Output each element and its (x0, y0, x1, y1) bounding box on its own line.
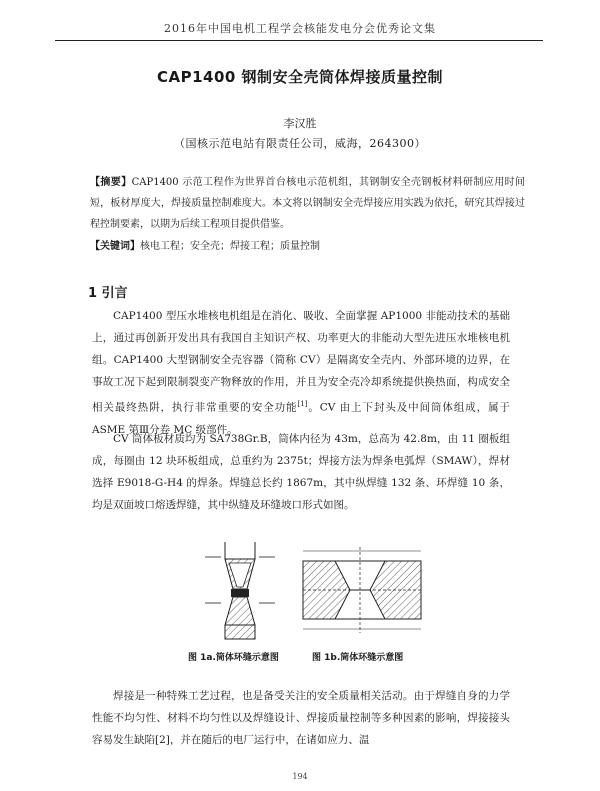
figure-1b-drawing (303, 547, 421, 633)
keywords-label: 【关键词】 (90, 241, 140, 252)
keywords-text: 核电工程；安全壳；焊接工程；质量控制 (140, 241, 320, 252)
para1-text-a: CAP1400 型压水堆核电机组是在消化、吸收、全面掌握 AP1000 非能动技术的基础上，通过再创新开发出具有我国自主知识产权、功率更大的非能动大型先进压水堆核电机组。CAP1400 大型钢制安全壳容器（简称 CV）是隔离安全壳内、外部环境的边界，在事故工况下起到限制裂变产物释放的作用，并且为安全壳冷却系统提供换热面，构成安全相关最终热阱，执行非常重要的安全功能 (92, 310, 510, 414)
figure-1a-drawing (205, 542, 275, 639)
citation-1[interactable]: [1] (297, 400, 308, 408)
running-header: 2016年中国电机工程学会核能发电分会优秀论文集 (164, 22, 436, 35)
abstract (90, 172, 525, 235)
figure-caption-1a: 图 1a.筒体环缝示意图 (188, 653, 279, 663)
weld-groove-figure (185, 537, 435, 647)
page-number: 194 (292, 772, 308, 781)
para1-text-b: 。CV 由上下封头及中间筒体组成，属于 ASME 第Ⅲ分卷 MC 级部件。 (92, 401, 510, 436)
author-name: 李汉胜 (283, 117, 317, 130)
paper-title: CAP1400 钢制安全壳筒体焊接质量控制 (156, 68, 444, 86)
author-affiliation: （国核示范电站有限责任公司，威海，264300） (174, 137, 426, 150)
body-paragraph-3: 焊接是一种特殊工艺过程，也是备受关注的安全质量相关活动。由于焊缝自身的力学性能不均匀性、材料不均匀性以及焊缝设计、焊接质量控制等多种因素的影响，焊接接头容易发生缺陷[2]，并在随后的电厂运行中，在诸如应力、温 (92, 690, 510, 746)
header-rule (55, 40, 543, 41)
keywords (90, 236, 525, 257)
body-paragraph-1 (92, 305, 510, 441)
weld-groove-drawing (185, 537, 435, 647)
abstract-label: 【摘要】 (90, 177, 132, 188)
section-heading: 1 引言 (88, 286, 128, 301)
abstract-text: CAP1400 示范工程作为世界首台核电示范机组，其钢制安全壳钢板材料研制应用时间短，板材厚度大，焊接质量控制难度大。本文将以钢制安全壳焊接应用实践为依托，研究其焊接过程控制要素，以期为后续工程项目提供借鉴。 (90, 177, 526, 230)
figure-caption-1b: 图 1b.筒体环缝示意图 (312, 653, 404, 663)
body-paragraph-2: CV 筒体板材质均为 SA738Gr.B，筒体内径为 43m，总高为 42.8m，由 11 圈板组成，每圈由 12 块环板组成，总重约为 2375t；焊接方法为焊条电弧焊（SMAW），焊材选择 E9018-G-H4 的焊条。焊缝总长约 1867m，其中纵焊缝 132 条、环焊缝 10 条，均是双面坡口熔透焊缝，其中纵缝及环缝坡口形式如图。 (92, 433, 510, 511)
